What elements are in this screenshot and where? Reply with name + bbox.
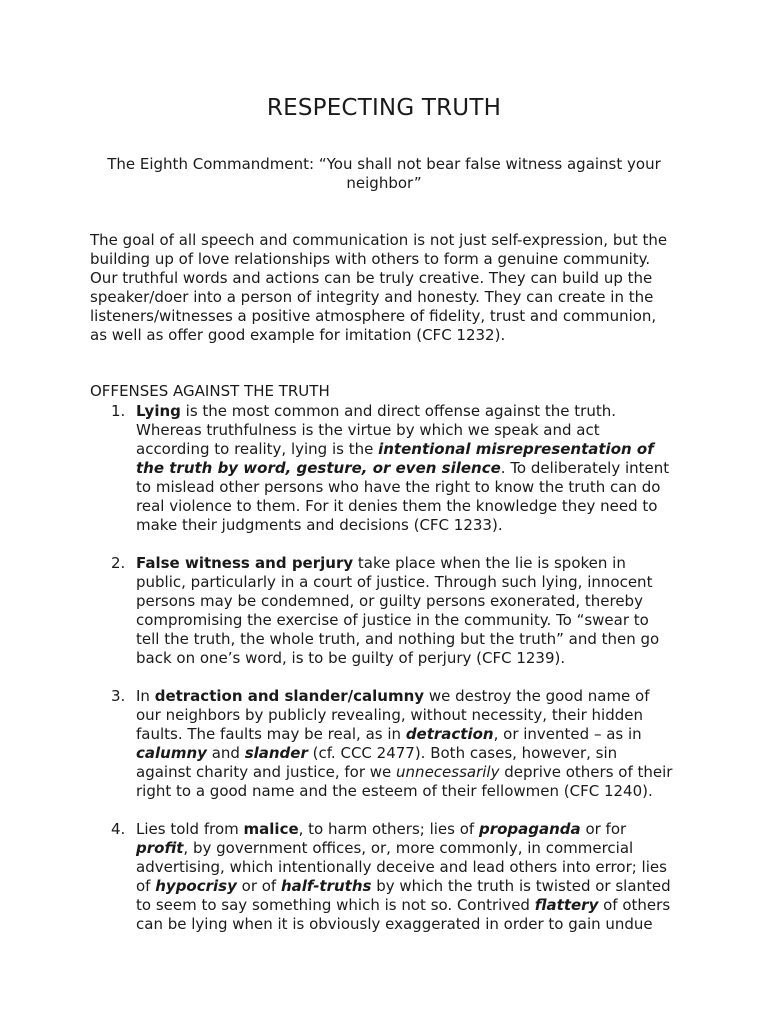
emphasized-term: hypocrisy — [155, 877, 237, 895]
item-number: 1. — [111, 402, 126, 420]
text-run: back on one’s word, is to be guilty of perjury (CFC 1239). — [136, 649, 566, 667]
text-run: to seem to say something which is not so. Contrived — [136, 896, 535, 914]
text-run: persons may be condemned, or guilty persons exonerated, thereby — [136, 592, 643, 610]
text-run: against charity and justice, for we — [136, 763, 397, 781]
offense-text — [136, 402, 686, 535]
text-run: of others — [598, 896, 671, 914]
text-run: real violence to them. For it denies them the knowledge they need to — [136, 497, 658, 515]
emphasized-term: unnecessarily — [396, 763, 500, 781]
text-run: according to reality, lying is the — [136, 440, 379, 458]
text-run: right to a good name and the esteem of their fellowmen (CFC 1240). — [136, 782, 653, 800]
offense-item — [90, 820, 686, 934]
offense-item — [90, 554, 686, 668]
text-run: In — [136, 687, 155, 705]
text-run: take place when the lie is spoken in — [353, 554, 626, 572]
emphasized-term: half-truths — [280, 877, 372, 895]
emphasized-term: flattery — [534, 896, 599, 914]
text-run: Whereas truthfulness is the virtue by which we speak and act — [136, 421, 600, 439]
document-subtitle: The Eighth Commandment: “You shall not bear false witness against your neighbor” — [107, 155, 661, 192]
text-run: (cf. CCC 2477). Both cases, however, sin — [307, 744, 618, 762]
intro-line: building up of love relationships with others to form a genuine community. — [90, 250, 651, 268]
offense-item — [90, 687, 686, 801]
intro-line: Our truthful words and actions can be truly creative. They can build up the — [90, 269, 653, 287]
text-run: . To deliberately intent — [500, 459, 670, 477]
emphasized-term: intentional misrepresentation of — [378, 440, 654, 458]
text-run: tell the truth, the whole truth, and nothing but the truth” and then go — [136, 630, 660, 648]
emphasized-term: the truth by word, gesture, or even silence — [136, 459, 501, 477]
text-run: and — [206, 744, 245, 762]
emphasized-term: profit — [136, 839, 184, 857]
emphasized-term: slander — [244, 744, 308, 762]
text-run: advertising, which intentionally deceive and lead others into error; lies — [136, 858, 667, 876]
offense-list — [90, 402, 686, 953]
text-run: make their judgments and decisions (CFC 1233). — [136, 516, 503, 534]
emphasized-term: calumny — [136, 744, 207, 762]
item-number: 4. — [111, 820, 126, 838]
emphasized-term: detraction — [405, 725, 494, 743]
offense-text — [136, 820, 686, 934]
text-run: , or invented – as in — [493, 725, 642, 743]
emphasized-term: Lying — [136, 402, 181, 420]
section-heading: OFFENSES AGAINST THE TRUTH — [90, 382, 330, 400]
text-run: to mislead other persons who have the right to know the truth can do — [136, 478, 661, 496]
emphasized-term: malice — [243, 820, 299, 838]
document-title: RESPECTING TRUTH — [266, 95, 502, 121]
intro-paragraph — [90, 231, 690, 345]
text-run: , by government offices, or, more commonly, in commercial — [183, 839, 634, 857]
item-number: 3. — [111, 687, 126, 705]
intro-line: listeners/witnesses a positive atmosphere of fidelity, trust and communion, — [90, 307, 657, 325]
intro-line: as well as offer good example for imitation (CFC 1232). — [90, 326, 506, 344]
text-run: Lies told from — [136, 820, 244, 838]
text-run: we destroy the good name of — [424, 687, 650, 705]
text-run: faults. The faults may be real, as in — [136, 725, 406, 743]
text-run: public, particularly in a court of justice. Through such lying, innocent — [136, 573, 653, 591]
text-run: can be lying when it is obviously exaggerated in order to gain undue — [136, 915, 653, 933]
emphasized-term: propaganda — [478, 820, 581, 838]
offense-text — [136, 554, 686, 668]
text-run: , to harm others; lies of — [298, 820, 479, 838]
offense-text — [136, 687, 686, 801]
emphasized-term: detraction and slander/calumny — [154, 687, 425, 705]
intro-line: The goal of all speech and communication is not just self-expression, but the — [90, 231, 668, 249]
text-run: deprive others of their — [499, 763, 673, 781]
text-run: or of — [236, 877, 281, 895]
text-run: our neighbors by publicly revealing, without necessity, their hidden — [136, 706, 644, 724]
text-run: or for — [580, 820, 627, 838]
emphasized-term: False witness and perjury — [136, 554, 354, 572]
text-run: of — [136, 877, 156, 895]
offense-item — [90, 402, 686, 535]
text-run: is the most common and direct offense against the truth. — [180, 402, 616, 420]
item-number: 2. — [111, 554, 126, 572]
text-run: by which the truth is twisted or slanted — [371, 877, 671, 895]
text-run: compromising the exercise of justice in the community. To “swear to — [136, 611, 649, 629]
intro-text — [90, 231, 690, 345]
intro-line: speaker/doer into a person of integrity and honesty. They can create in the — [90, 288, 654, 306]
